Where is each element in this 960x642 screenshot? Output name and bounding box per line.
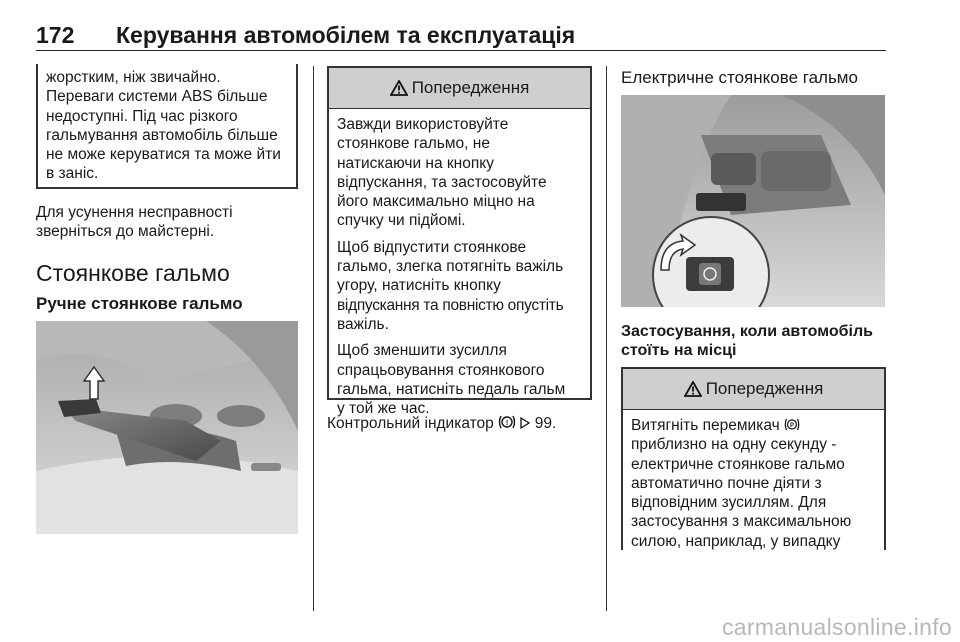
warning-box xyxy=(327,66,592,418)
warning-line: його максимально міцно на xyxy=(337,193,535,211)
warning-line: застосування з максимальною xyxy=(631,513,852,531)
warning-title: Попередження xyxy=(411,78,530,98)
epb-switch-icon xyxy=(784,417,800,432)
indicator-text: Контрольний індикатор xyxy=(327,415,494,432)
column-divider xyxy=(606,66,607,611)
warning-line xyxy=(631,416,877,435)
electric-brake-title: Електричне стоянкове гальмо xyxy=(621,68,858,87)
warning-line: відпускання та повністю опустіть xyxy=(337,296,564,314)
subheading-line: стоїть на місці xyxy=(621,342,737,359)
text-line: Для усунення несправності xyxy=(36,204,233,221)
parking-brake-indicator-icon xyxy=(498,414,516,430)
warning-triangle-icon xyxy=(390,80,408,96)
warning-line: Завжди використовуйте xyxy=(337,116,509,133)
warning-line: електричне стоянкове гальмо xyxy=(631,455,845,473)
warning-line-text: Витягніть перемикач xyxy=(631,417,780,434)
warning-line: відпускання, та застосовуйте xyxy=(337,173,547,191)
column-divider xyxy=(313,66,314,611)
warning-line: натискаючи на кнопку xyxy=(337,154,494,172)
page-title: Керування автомобілем та експлуатація xyxy=(116,22,576,48)
page-number: 172 xyxy=(36,22,75,48)
electric-brake-photo xyxy=(621,95,885,307)
box-line: в заніс. xyxy=(46,165,99,183)
warning-line: Щоб зменшити зусилля xyxy=(337,342,507,360)
svg-text:!: ! xyxy=(505,420,509,427)
box-line: не може керуватися та може йти xyxy=(46,146,281,164)
page-header xyxy=(36,22,886,52)
repair-paragraph xyxy=(36,203,301,242)
warning-line: у той же час. xyxy=(337,400,430,418)
warning-box xyxy=(621,367,886,550)
warning-line: стоянкове гальмо, не xyxy=(337,135,490,153)
warning-header xyxy=(329,68,590,109)
text-line: зверніться до майстерні. xyxy=(36,223,215,241)
box-line: жорстким, ніж звичайно. xyxy=(46,69,221,86)
manual-handbrake-photo xyxy=(36,321,298,534)
warning-line: важіль. xyxy=(337,315,389,333)
section-title: Стоянкове гальмо xyxy=(36,260,230,286)
warning-line: силою, наприклад, у випадку xyxy=(631,532,841,550)
warning-line: Щоб відпустити стоянкове xyxy=(337,238,527,256)
warning-line: гальмо, злегка потягніть важіль xyxy=(337,258,564,276)
warning-title: Попередження xyxy=(705,379,824,399)
watermark-text: carmanualsonline.info xyxy=(721,614,952,640)
warning-line: відповідним зусиллям. Для xyxy=(631,494,827,512)
warning-line: гальма, натисніть педаль гальм xyxy=(337,380,566,398)
box-line: недоступні. Під час різкого xyxy=(46,107,238,125)
box-line: гальмування автомобіль більше xyxy=(46,126,278,144)
indicator-page-ref: 99. xyxy=(534,415,557,432)
warning-line: спрацьовування стоянкового xyxy=(337,361,545,379)
warning-line: автоматично почне діяти з xyxy=(631,474,822,492)
warning-line: угору, натисніть кнопку xyxy=(337,277,501,295)
indicator-paragraph xyxy=(327,414,597,433)
box-line: Переваги системи ABS більше xyxy=(46,88,268,106)
electric-brake-subheading xyxy=(621,322,873,360)
continued-warning-box xyxy=(36,64,298,189)
svg-text:P: P xyxy=(789,423,795,429)
page-reference-icon xyxy=(520,416,530,430)
sub-title: Ручне стоянкове гальмо xyxy=(36,294,243,313)
warning-triangle-icon xyxy=(684,381,702,397)
subheading-line: Застосування, коли автомобіль xyxy=(621,323,873,340)
header-rule xyxy=(36,50,886,51)
warning-header xyxy=(623,369,884,410)
warning-line: спучку чи підйомі. xyxy=(337,212,466,230)
warning-line: приблизно на одну секунду - xyxy=(631,436,837,454)
